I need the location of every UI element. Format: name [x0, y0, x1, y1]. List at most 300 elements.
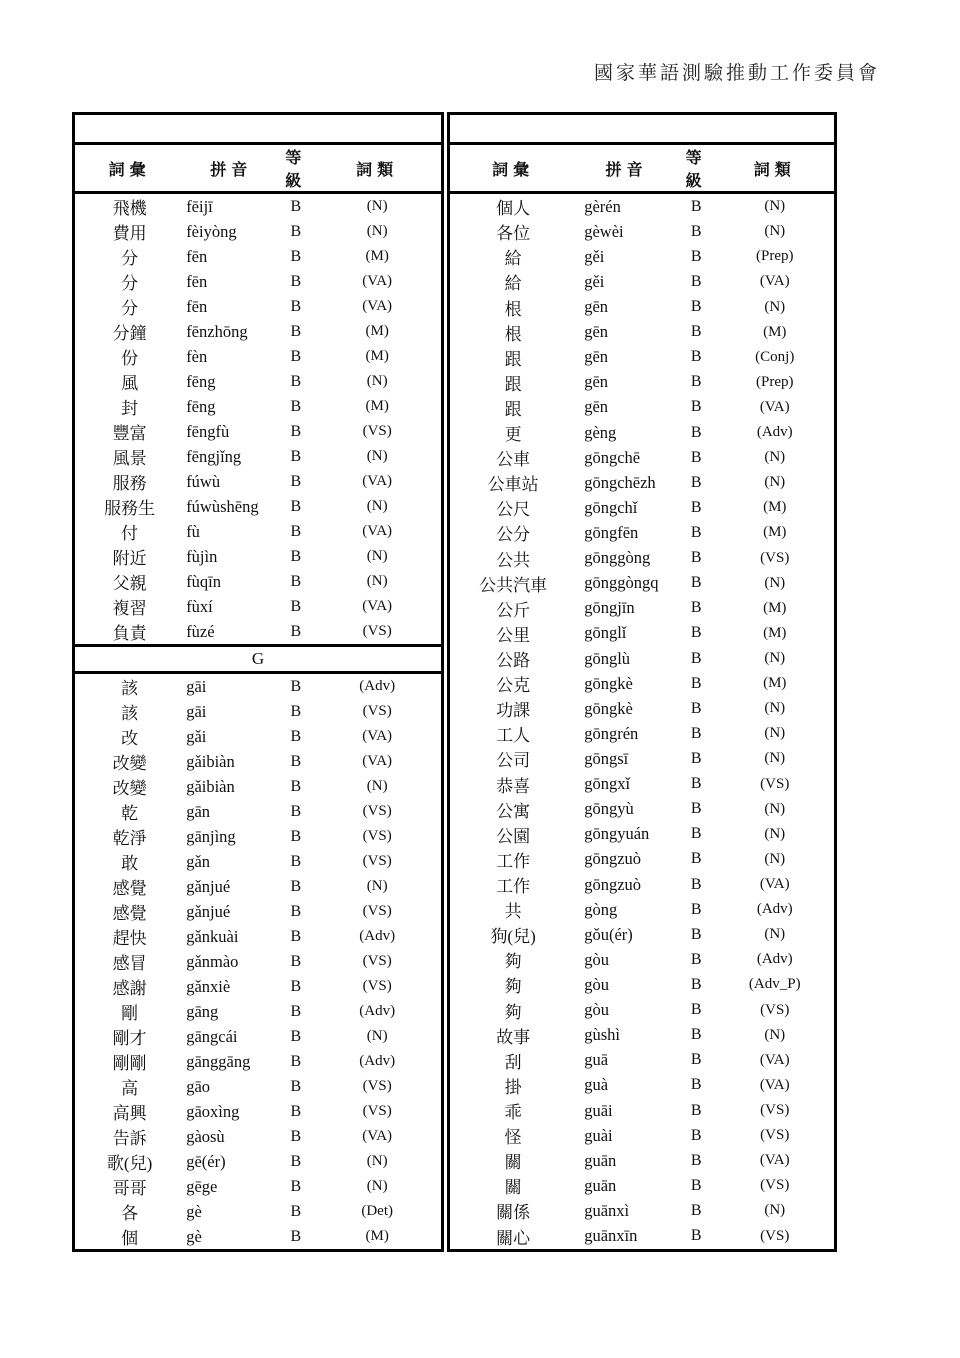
- level-cell: B: [290, 472, 302, 490]
- pinyin-cell: guānxīn: [584, 1226, 638, 1246]
- word-cell: 服務: [112, 474, 147, 493]
- word-cell: 乖: [504, 1103, 522, 1122]
- pinyin-cell: gōngjīn: [584, 598, 635, 618]
- pinyin-cell: gōnglǐ: [584, 623, 627, 643]
- pos-cell: (VA): [759, 398, 790, 415]
- level-cell: B: [290, 852, 302, 870]
- pinyin-cell: guāi: [584, 1100, 613, 1120]
- pos-cell: (N): [764, 574, 786, 591]
- level-cell: B: [290, 597, 302, 615]
- level-cell: B: [290, 927, 302, 945]
- pos-cell: (N): [764, 926, 786, 943]
- table-row: [449, 596, 836, 621]
- pinyin-cell: fúwùshēng: [186, 496, 259, 516]
- word-cell: 工作: [496, 877, 531, 897]
- pos-cell: (Prep): [756, 248, 794, 265]
- table-row: [449, 193, 836, 220]
- table-row: [74, 1024, 443, 1049]
- vocab-tables-container: [72, 112, 837, 1252]
- pos-cell: (VA): [362, 728, 393, 744]
- word-cell: 服務生: [104, 499, 156, 518]
- column-header-pos: 詞類: [716, 144, 836, 193]
- pinyin-cell: fùjìn: [186, 546, 218, 566]
- pos-cell: (N): [366, 1178, 388, 1194]
- table-row: [449, 320, 836, 345]
- column-header-pos: 詞類: [313, 144, 442, 193]
- pinyin-cell: gèwèi: [584, 221, 624, 241]
- pos-cell: (Adv): [359, 1003, 396, 1019]
- word-cell: 夠: [504, 952, 522, 972]
- pinyin-cell: gěi: [584, 271, 605, 291]
- pos-cell: (VS): [362, 828, 392, 844]
- pinyin-cell: fēn: [186, 246, 208, 266]
- table-row: [74, 394, 443, 419]
- pinyin-cell: gēn: [584, 397, 609, 417]
- table-row: [74, 319, 443, 344]
- word-cell: 剛才: [112, 1029, 147, 1048]
- table-row: [74, 724, 443, 749]
- pinyin-cell: guān: [584, 1175, 617, 1195]
- level-cell: B: [690, 624, 702, 642]
- pos-cell: (Prep): [756, 373, 794, 390]
- level-cell: B: [290, 827, 302, 845]
- level-cell: B: [290, 347, 302, 365]
- table-row: [74, 344, 443, 369]
- blank-band-row: [74, 114, 443, 144]
- table-row: [449, 1173, 836, 1198]
- level-cell: B: [690, 900, 702, 918]
- pos-cell: (VA): [362, 753, 393, 769]
- pinyin-cell: gùshì: [584, 1025, 620, 1045]
- pos-cell: (N): [764, 825, 786, 842]
- word-cell: 改變: [112, 754, 147, 773]
- word-cell: 豐富: [112, 424, 147, 443]
- column-header-level: 等級: [278, 144, 313, 193]
- table-row: [74, 1124, 443, 1149]
- pinyin-cell: gōnggòngq: [584, 573, 659, 593]
- level-cell: B: [690, 649, 702, 667]
- word-cell: 怪: [504, 1128, 522, 1148]
- word-cell: 敢: [121, 854, 139, 873]
- pinyin-cell: gǎnjué: [186, 901, 231, 921]
- word-cell: 分: [121, 249, 139, 268]
- table-row: [74, 519, 443, 544]
- pinyin-cell: gāi: [186, 701, 207, 721]
- blank-band-row: [449, 114, 836, 144]
- level-cell: B: [290, 1177, 302, 1195]
- column-header-word: 詞彙: [449, 144, 577, 193]
- pos-cell: (N): [764, 298, 786, 315]
- word-cell: 關心: [496, 1228, 531, 1248]
- table-row: [74, 369, 443, 394]
- pinyin-cell: fù: [186, 521, 200, 541]
- table-row: [449, 822, 836, 847]
- table-row: [74, 244, 443, 269]
- committee-header: 國家華語測驗推動工作委員會: [593, 63, 880, 84]
- pos-cell: (Adv): [359, 1053, 396, 1069]
- pinyin-cell: gāoxìng: [186, 1101, 240, 1121]
- pos-cell: (N): [764, 1026, 786, 1043]
- pos-cell: (VS): [362, 903, 392, 919]
- word-cell: 該: [121, 704, 139, 723]
- table-row: [74, 673, 443, 700]
- pos-cell: (M): [365, 323, 389, 339]
- table-row: [74, 899, 443, 924]
- pos-cell: (VA): [362, 1128, 393, 1144]
- pinyin-cell: gòu: [584, 1000, 609, 1020]
- pinyin-cell: gǎnkuài: [186, 926, 239, 946]
- word-cell: 公寓: [496, 801, 531, 821]
- pos-cell: (VS): [760, 549, 790, 566]
- level-cell: B: [690, 448, 702, 466]
- word-cell: 各: [121, 1204, 139, 1223]
- word-cell: 封: [121, 399, 139, 418]
- word-cell: 工作: [496, 851, 531, 871]
- table-row: [449, 244, 836, 269]
- column-header-word: 詞彙: [74, 144, 185, 193]
- pinyin-cell: fēijī: [186, 196, 213, 216]
- word-cell: 根: [504, 324, 522, 344]
- word-cell: 關: [504, 1153, 522, 1173]
- level-cell: B: [290, 572, 302, 590]
- word-cell: 關: [504, 1178, 522, 1198]
- word-cell: 乾淨: [112, 829, 147, 848]
- level-cell: B: [690, 1126, 702, 1144]
- pos-cell: (VA): [362, 298, 393, 314]
- table-row: [449, 1073, 836, 1098]
- word-cell: 改: [121, 729, 139, 748]
- pinyin-cell: gōngchē: [584, 447, 641, 467]
- level-cell: B: [290, 1052, 302, 1070]
- table-row: [449, 947, 836, 972]
- level-cell: B: [690, 800, 702, 818]
- word-cell: 夠: [504, 1002, 522, 1022]
- pinyin-cell: gōngchǐ: [584, 497, 638, 517]
- pos-cell: (VS): [362, 978, 392, 994]
- table-row: [74, 799, 443, 824]
- level-cell: B: [690, 1201, 702, 1219]
- table-row: [74, 974, 443, 999]
- pinyin-cell: gòng: [584, 899, 618, 919]
- level-cell: B: [290, 397, 302, 415]
- level-cell: B: [290, 547, 302, 565]
- pos-cell: (N): [366, 573, 388, 589]
- table-row: [449, 872, 836, 897]
- word-cell: 乾: [121, 804, 139, 823]
- pos-cell: (M): [763, 323, 787, 340]
- word-cell: 付: [121, 524, 139, 543]
- pinyin-cell: fēngjǐng: [186, 446, 242, 466]
- table-row: [74, 269, 443, 294]
- level-cell: B: [690, 925, 702, 943]
- level-cell: B: [690, 599, 702, 617]
- pos-cell: (N): [366, 498, 388, 514]
- word-cell: 根: [504, 299, 522, 319]
- pos-cell: (N): [764, 449, 786, 466]
- pos-cell: (N): [366, 548, 388, 564]
- level-cell: B: [290, 1127, 302, 1145]
- column-header-pinyin: 拼音: [576, 144, 677, 193]
- word-cell: 複習: [112, 599, 147, 618]
- pinyin-cell: gèrén: [584, 196, 621, 216]
- word-cell: 感覺: [112, 904, 147, 923]
- level-cell: B: [290, 1102, 302, 1120]
- word-cell: 各位: [496, 224, 531, 244]
- pinyin-cell: gōngzuò: [584, 849, 642, 869]
- word-cell: 公園: [496, 826, 531, 846]
- level-cell: B: [690, 1227, 702, 1245]
- pos-cell: (VS): [760, 1102, 790, 1118]
- word-cell: 公克: [496, 676, 531, 696]
- level-cell: B: [690, 1151, 702, 1169]
- word-cell: 掛: [504, 1077, 522, 1097]
- pos-cell: (N): [764, 800, 786, 817]
- pinyin-cell: gāo: [186, 1076, 211, 1096]
- pos-cell: (M): [763, 499, 787, 516]
- level-cell: B: [690, 1026, 702, 1044]
- pos-cell: (VS): [760, 1127, 790, 1144]
- word-cell: 份: [121, 349, 139, 368]
- level-cell: B: [690, 323, 702, 341]
- word-cell: 公共汽車: [479, 575, 548, 595]
- pos-cell: (N): [764, 725, 786, 742]
- level-cell: B: [690, 272, 702, 290]
- word-cell: 工人: [496, 726, 531, 746]
- table-row: [74, 219, 443, 244]
- word-cell: 哥哥: [112, 1179, 147, 1198]
- pos-cell: (M): [763, 524, 787, 541]
- pinyin-cell: gèng: [584, 422, 617, 442]
- pos-cell: (Adv): [359, 928, 396, 944]
- pinyin-cell: gǎibiàn: [186, 776, 235, 796]
- pos-cell: (VS): [362, 853, 392, 869]
- word-cell: 負責: [112, 624, 147, 643]
- table-row: [449, 721, 836, 746]
- pos-cell: (VS): [362, 703, 392, 719]
- pinyin-cell: gōngkè: [584, 673, 633, 693]
- word-cell: 刮: [504, 1052, 522, 1072]
- level-cell: B: [290, 727, 302, 745]
- level-cell: B: [690, 348, 702, 366]
- table-row: [449, 746, 836, 771]
- table-row: [449, 1224, 836, 1251]
- level-cell: B: [690, 373, 702, 391]
- level-cell: B: [690, 975, 702, 993]
- table-row: [74, 544, 443, 569]
- pinyin-cell: fèiyòng: [186, 221, 237, 241]
- table-row: [449, 219, 836, 244]
- pinyin-cell: gǎnjué: [186, 876, 231, 896]
- table-row: [449, 696, 836, 721]
- pinyin-cell: fēng: [186, 371, 216, 391]
- table-row: [449, 621, 836, 646]
- pinyin-cell: gǎi: [186, 726, 207, 746]
- level-cell: B: [690, 950, 702, 968]
- word-cell: 跟: [504, 399, 522, 419]
- pos-cell: (VS): [760, 775, 790, 792]
- column-header-pinyin: 拼音: [184, 144, 278, 193]
- table-row: [74, 419, 443, 444]
- level-cell: B: [690, 674, 702, 692]
- pos-cell: (N): [366, 878, 388, 894]
- table-row: [74, 1224, 443, 1251]
- table-row: [74, 849, 443, 874]
- table-row: [74, 699, 443, 724]
- pos-cell: (VS): [760, 1177, 790, 1194]
- table-row: [74, 1199, 443, 1224]
- pos-cell: (N): [366, 198, 388, 214]
- pos-cell: (Adv): [756, 424, 793, 441]
- level-cell: B: [290, 877, 302, 895]
- pinyin-cell: gōngyù: [584, 799, 634, 819]
- table-row: [449, 370, 836, 395]
- table-row: [74, 619, 443, 646]
- blank-band-cell: [449, 114, 836, 144]
- pinyin-cell: fèn: [186, 346, 208, 366]
- table-row: [74, 469, 443, 494]
- level-cell: B: [290, 1227, 302, 1245]
- table-row: [74, 774, 443, 799]
- table-row: [74, 749, 443, 774]
- table-row: [449, 972, 836, 997]
- pos-cell: (VA): [759, 1076, 790, 1093]
- pos-cell: (M): [763, 675, 787, 692]
- pinyin-cell: gǒu(ér): [584, 924, 633, 944]
- vocab-table-right: [447, 112, 837, 1252]
- word-cell: 跟: [504, 374, 522, 394]
- pos-cell: (VS): [362, 423, 392, 439]
- table-row: [74, 444, 443, 469]
- pinyin-cell: guān: [584, 1150, 617, 1170]
- level-cell: B: [290, 197, 302, 215]
- pinyin-cell: guà: [584, 1075, 609, 1095]
- level-cell: B: [290, 1152, 302, 1170]
- word-cell: 狗(兒): [490, 927, 536, 947]
- table-row: [74, 1149, 443, 1174]
- level-cell: B: [290, 497, 302, 515]
- word-cell: 公斤: [496, 600, 531, 620]
- level-cell: B: [290, 752, 302, 770]
- pinyin-cell: gōngfēn: [584, 522, 639, 542]
- section-divider-row: [74, 646, 443, 673]
- level-cell: B: [690, 724, 702, 742]
- pos-cell: (VA): [362, 473, 393, 489]
- level-cell: B: [690, 1176, 702, 1194]
- word-cell: 父親: [112, 574, 147, 593]
- word-cell: 夠: [504, 977, 522, 997]
- level-cell: B: [690, 247, 702, 265]
- pos-cell: (N): [764, 650, 786, 667]
- level-cell: B: [690, 1101, 702, 1119]
- table-row: [74, 949, 443, 974]
- level-cell: B: [690, 825, 702, 843]
- level-cell: B: [690, 523, 702, 541]
- pos-cell: (VS): [362, 1103, 392, 1119]
- level-cell: B: [290, 777, 302, 795]
- word-cell: 趕快: [112, 929, 147, 948]
- pos-cell: (N): [764, 223, 786, 240]
- pinyin-cell: gè: [186, 1226, 202, 1246]
- pinyin-cell: gōngrén: [584, 723, 639, 743]
- word-cell: 關係: [496, 1203, 531, 1223]
- word-cell: 公路: [496, 651, 531, 671]
- pos-cell: (N): [366, 223, 388, 239]
- table-row: [449, 420, 836, 445]
- level-cell: B: [690, 398, 702, 416]
- word-cell: 給: [504, 249, 522, 269]
- pos-cell: (VS): [760, 1001, 790, 1018]
- word-cell: 該: [121, 679, 139, 698]
- table-row: [449, 847, 836, 872]
- pinyin-cell: gǎn: [186, 851, 211, 871]
- pos-cell: (VA): [759, 876, 790, 893]
- pos-cell: (N): [366, 1153, 388, 1169]
- column-header-row: [74, 144, 443, 193]
- table-row: [449, 998, 836, 1023]
- word-cell: 告訴: [112, 1129, 147, 1148]
- level-cell: B: [290, 677, 302, 695]
- pinyin-cell: gōngyuán: [584, 824, 650, 844]
- word-cell: 剛剛: [112, 1054, 147, 1073]
- table-row: [74, 924, 443, 949]
- pinyin-cell: gǎnmào: [186, 951, 239, 971]
- blank-band-cell: [74, 114, 443, 144]
- pos-cell: (M): [365, 348, 389, 364]
- table-row: [74, 193, 443, 220]
- word-cell: 改變: [112, 779, 147, 798]
- level-cell: B: [290, 952, 302, 970]
- pos-cell: (VS): [362, 953, 392, 969]
- pos-cell: (N): [764, 1202, 786, 1219]
- pos-cell: (M): [365, 398, 389, 414]
- pinyin-cell: gāngcái: [186, 1026, 238, 1046]
- table-row: [74, 1049, 443, 1074]
- word-cell: 跟: [504, 349, 522, 369]
- level-cell: B: [290, 1077, 302, 1095]
- pinyin-cell: gēn: [584, 372, 609, 392]
- table-row: [449, 1123, 836, 1148]
- word-cell: 公共: [496, 550, 531, 570]
- word-cell: 風景: [112, 449, 147, 468]
- word-cell: 公分: [496, 525, 531, 545]
- vocab-table-right-body: [449, 193, 836, 1251]
- pinyin-cell: gōngsī: [584, 748, 629, 768]
- table-row: [449, 1148, 836, 1173]
- table-row: [74, 569, 443, 594]
- pinyin-cell: fùzé: [186, 621, 215, 641]
- word-cell: 給: [504, 274, 522, 294]
- pinyin-cell: fēn: [186, 296, 208, 316]
- pinyin-cell: gōnglù: [584, 648, 631, 668]
- table-row: [74, 1099, 443, 1124]
- table-row: [449, 772, 836, 797]
- table-row: [449, 445, 836, 470]
- level-cell: B: [690, 498, 702, 516]
- level-cell: B: [290, 1002, 302, 1020]
- level-cell: B: [290, 272, 302, 290]
- pos-cell: (M): [365, 248, 389, 264]
- pinyin-cell: gōngchēzh: [584, 472, 656, 492]
- table-row: [74, 1174, 443, 1199]
- pos-cell: (N): [764, 474, 786, 491]
- level-cell: B: [290, 297, 302, 315]
- word-cell: 公車: [496, 450, 531, 470]
- pinyin-cell: gēge: [186, 1176, 218, 1196]
- pos-cell: (Adv): [756, 901, 793, 918]
- level-cell: B: [290, 622, 302, 640]
- word-cell: 公尺: [496, 500, 531, 520]
- word-cell: 分: [121, 274, 139, 293]
